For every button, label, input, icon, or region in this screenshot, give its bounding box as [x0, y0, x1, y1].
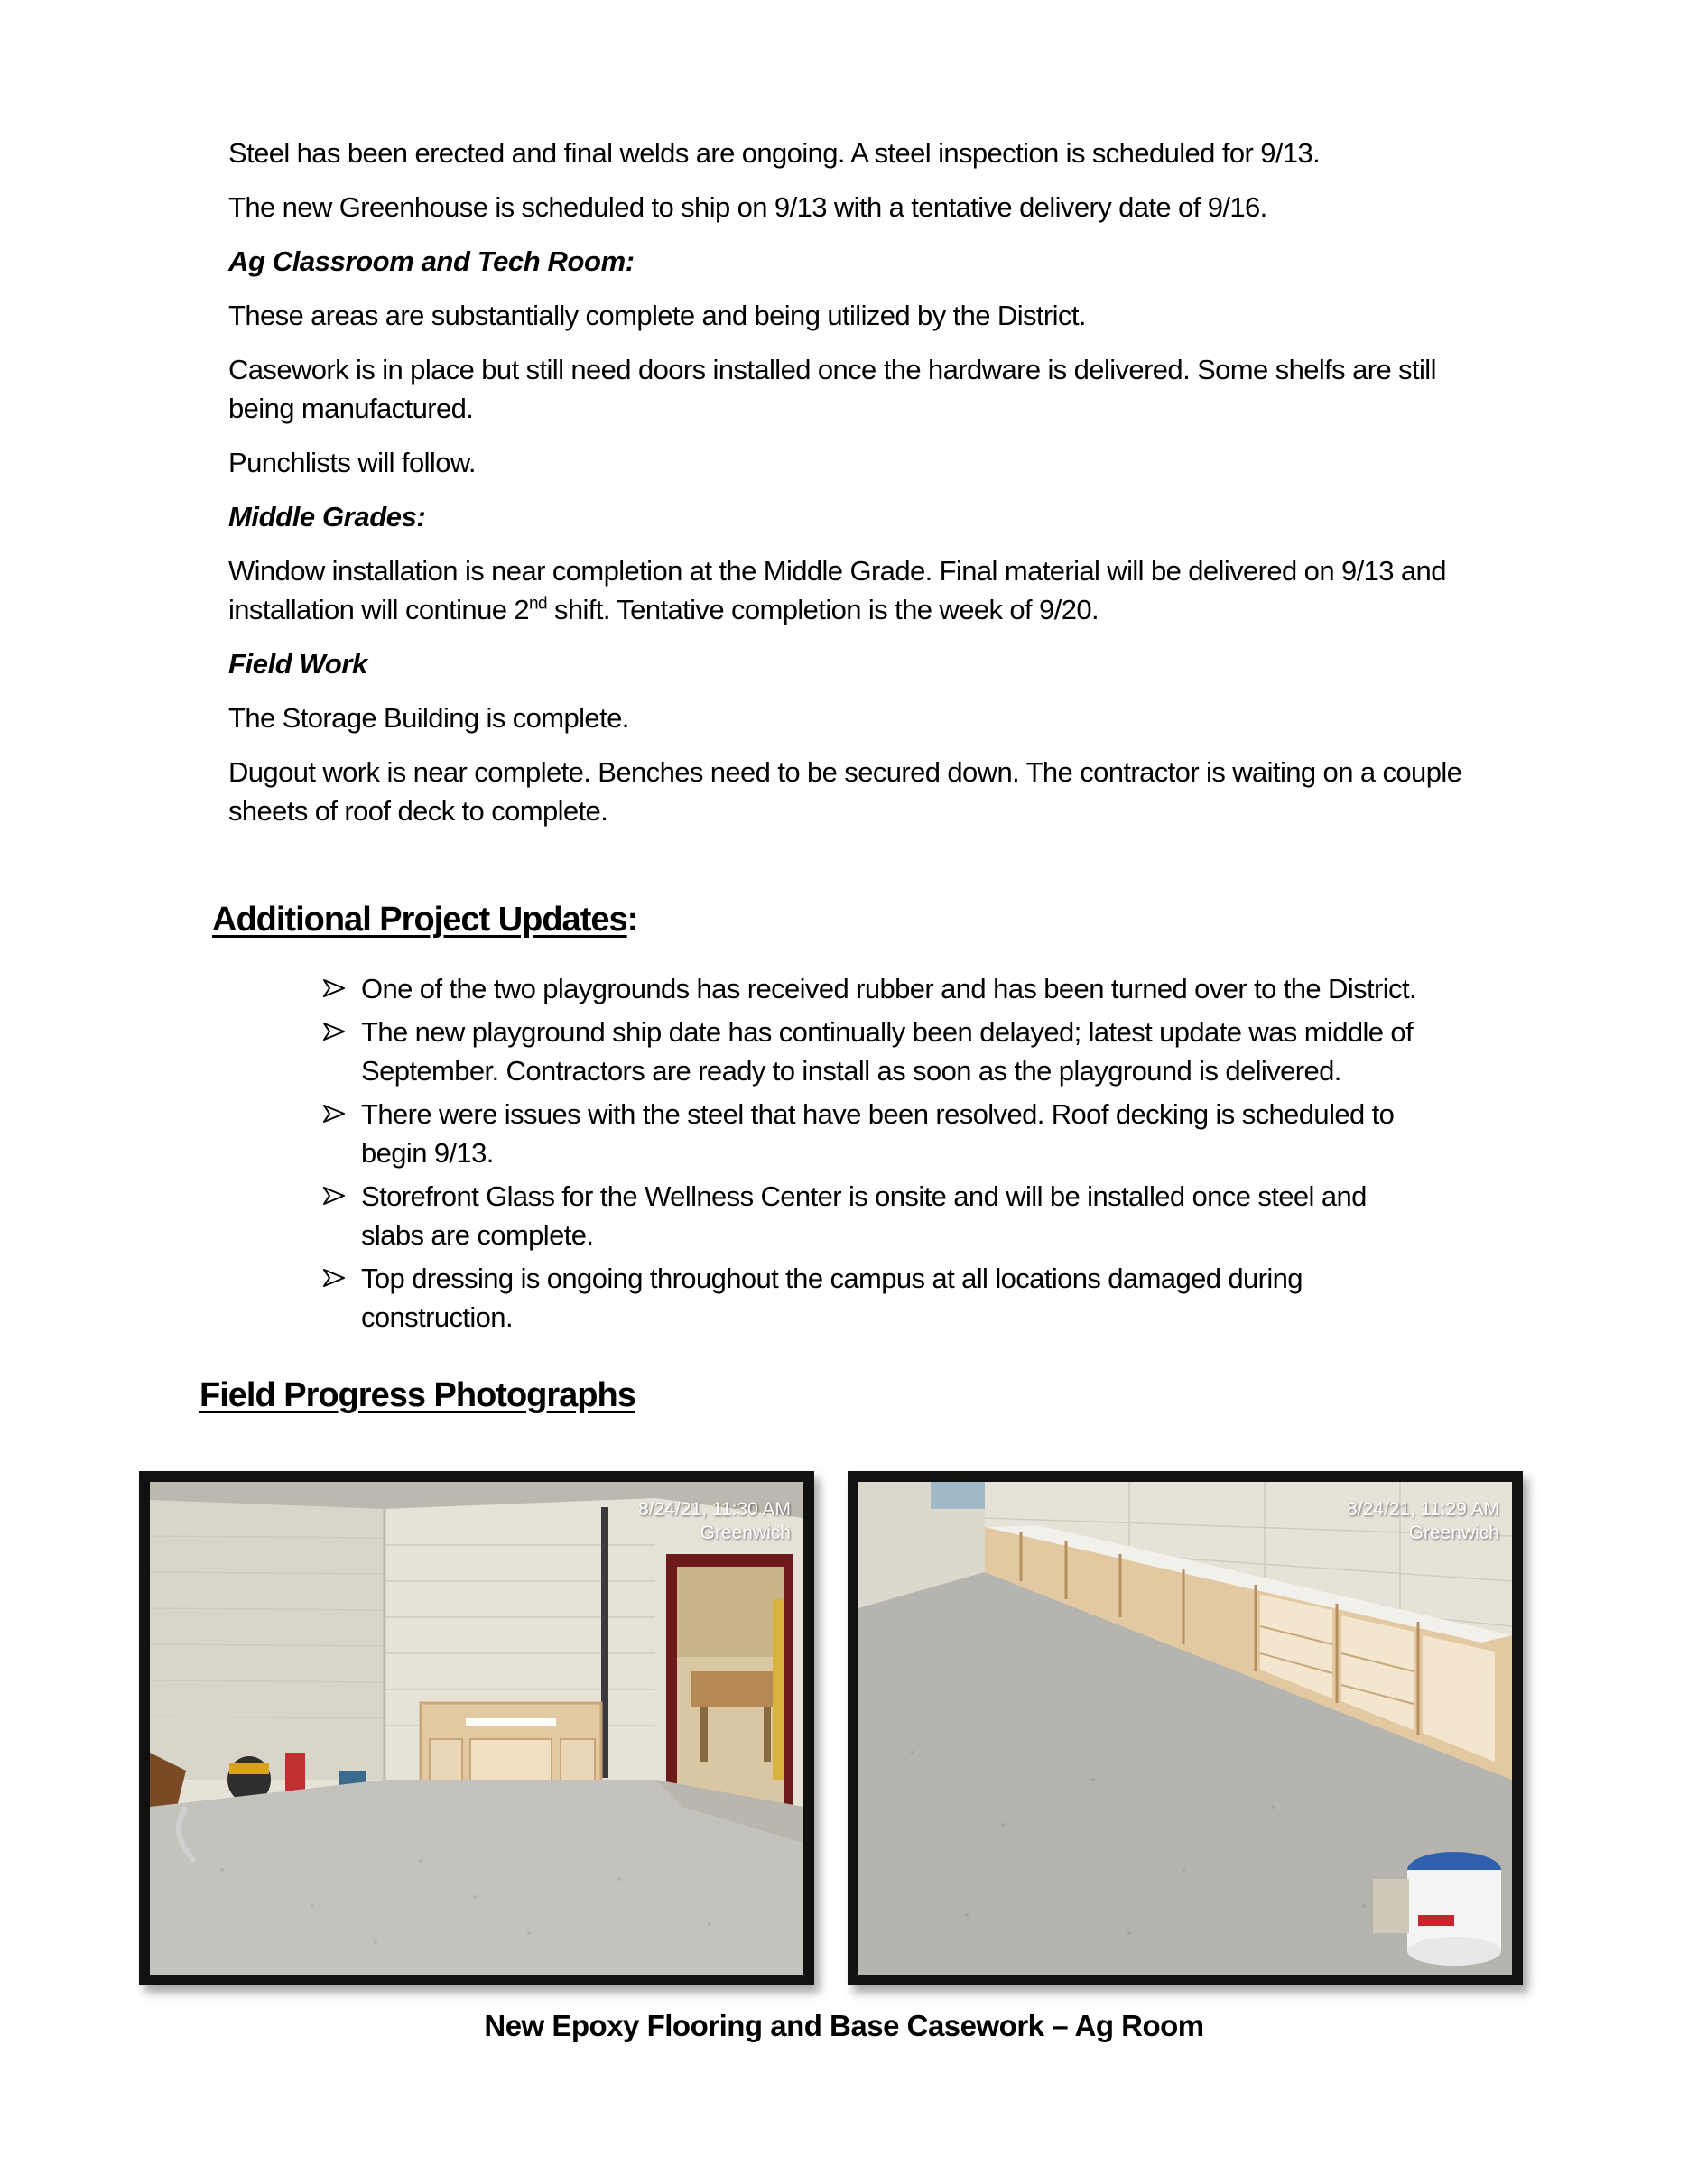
photo-right-location: Greenwich [1408, 1522, 1499, 1543]
paragraph-casework [228, 350, 1510, 428]
bullet-item [320, 1259, 1467, 1337]
additional-title-text: Additional Project Updates [212, 901, 627, 939]
bullet-line-2: construction. [361, 1301, 513, 1333]
paragraph-storage-building: The Storage Building is complete. [228, 702, 629, 734]
bullet-line-2: slabs are complete. [361, 1219, 594, 1251]
paragraph-dugout [228, 753, 1510, 830]
dugout-line-1: Dugout work is near complete. Benches need to be secured down. The contractor is waiting on a couple [228, 756, 1462, 788]
bullet-item [320, 1013, 1467, 1090]
casework-line-2: being manufactured. [228, 393, 474, 424]
arrowhead-bullet-icon [320, 1177, 351, 1216]
arrowhead-bullet-icon [320, 1095, 351, 1134]
arrowhead-bullet-icon [320, 1259, 351, 1298]
additional-title-colon: : [626, 901, 638, 939]
photo-left-location: Greenwich [700, 1522, 791, 1543]
window-line-2-pre: installation will continue 2 [228, 594, 530, 625]
photo-right-image [858, 1482, 1512, 1975]
photo-caption: New Epoxy Flooring and Base Casework – Ag Room [484, 2009, 1204, 2042]
bullet-line-2: September. Contractors are ready to install as soon as the playground is delivered. [361, 1055, 1341, 1087]
heading-middle-grades: Middle Grades: [228, 501, 426, 532]
photo-ag-room-doorway [139, 1471, 814, 1985]
photo-ag-room-casework [848, 1471, 1523, 1985]
paragraph-greenhouse: The new Greenhouse is scheduled to ship on 9/13 with a tentative delivery date of 9/16. [228, 191, 1267, 223]
bullet-line-1: Storefront Glass for the Wellness Center is onsite and will be installed once steel and [361, 1180, 1367, 1212]
section-title-field-photos [199, 1376, 635, 1415]
bullet-line-1: One of the two playgrounds has received rubber and has been turned over to the District. [361, 973, 1416, 1004]
bullet-line-1: Top dressing is ongoing throughout the campus at all locations damaged during [361, 1263, 1303, 1294]
paragraph-steel: Steel has been erected and final welds are ongoing. A steel inspection is scheduled for 9/13. [228, 137, 1321, 169]
bullet-item [320, 1177, 1467, 1254]
photo-right-timestamp: 8/24/21, 11:29 AM [1347, 1499, 1499, 1520]
bullet-item [320, 1095, 1467, 1172]
paragraph-areas-complete: These areas are substantially complete and being utilized by the District. [228, 300, 1086, 331]
heading-ag-classroom: Ag Classroom and Tech Room: [228, 245, 635, 277]
paragraph-punchlists: Punchlists will follow. [228, 447, 476, 478]
photo-left-stamp [638, 1498, 791, 1545]
bullet-line-1: The new playground ship date has continually been delayed; latest update was middle of [361, 1016, 1414, 1048]
arrowhead-bullet-icon [320, 969, 351, 1008]
arrowhead-bullet-icon [320, 1013, 351, 1051]
bullet-line-2: begin 9/13. [361, 1137, 494, 1169]
photo-left-image [150, 1482, 803, 1975]
updates-bullet-list [320, 969, 1467, 1341]
dugout-line-2: sheets of roof deck to complete. [228, 795, 608, 827]
casework-line-1: Casework is in place but still need doors installed once the hardware is delivered. Some shelfs are still [228, 354, 1436, 385]
bullet-line-1: There were issues with the steel that have been resolved. Roof decking is scheduled to [361, 1098, 1395, 1130]
section-title-additional-updates [212, 901, 637, 939]
body-text [228, 134, 1510, 846]
ordinal-suffix: nd [529, 594, 547, 614]
photos-title-text: Field Progress Photographs [199, 1376, 635, 1414]
window-line-1: Window installation is near completion at the Middle Grade. Final material will be delivered on 9/13 and [228, 555, 1446, 587]
photo-right-stamp [1347, 1498, 1499, 1545]
paragraph-window-installation [228, 551, 1510, 629]
bullet-item [320, 969, 1467, 1008]
photo-left-timestamp: 8/24/21, 11:30 AM [638, 1499, 791, 1520]
heading-field-work: Field Work [228, 648, 367, 680]
window-line-2-post: shift. Tentative completion is the week of 9/20. [546, 594, 1099, 625]
